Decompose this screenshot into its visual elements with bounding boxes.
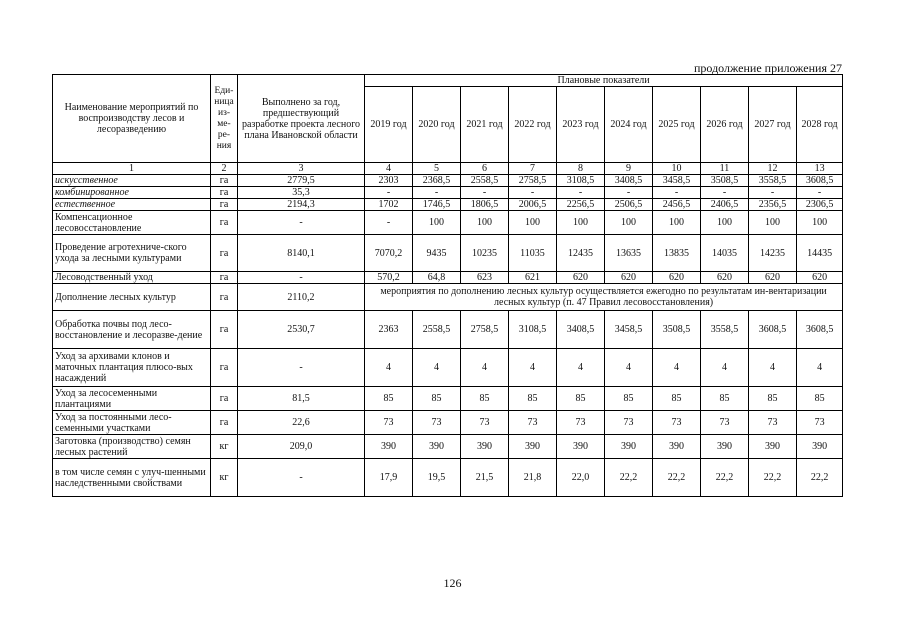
table-row xyxy=(53,175,843,187)
plan-value-cell: 4 xyxy=(461,349,509,387)
plan-value-cell: 2356,5 xyxy=(749,199,797,211)
plan-value-cell: 10235 xyxy=(461,235,509,272)
plan-value-cell: 73 xyxy=(653,411,701,435)
plan-value-cell: 3558,5 xyxy=(749,175,797,187)
plan-value-cell: 73 xyxy=(365,411,413,435)
plan-value-cell: 85 xyxy=(461,387,509,411)
plan-value-cell: 100 xyxy=(557,211,605,235)
table-row xyxy=(53,411,843,435)
table-row xyxy=(53,199,843,211)
plan-value-cell: 4 xyxy=(653,349,701,387)
plan-value-cell: 390 xyxy=(701,435,749,459)
plan-value-cell: 13835 xyxy=(653,235,701,272)
activity-name-cell: Компенсационное лесовосстановление xyxy=(53,211,211,235)
activity-name-cell: Уход за архивами клонов и маточных плантация плюсо-вых насаждений xyxy=(53,349,211,387)
plan-value-cell: - xyxy=(509,187,557,199)
plan-value-cell: 3458,5 xyxy=(605,311,653,349)
plan-value-cell: 390 xyxy=(749,435,797,459)
header-year: 2023 год xyxy=(557,87,605,163)
column-number: 2 xyxy=(211,163,238,175)
plan-value-cell: 620 xyxy=(653,272,701,284)
plan-value-cell: 22,0 xyxy=(557,459,605,497)
column-number: 7 xyxy=(509,163,557,175)
plan-value-cell: 7070,2 xyxy=(365,235,413,272)
activity-name-cell: Обработка почвы под лесо-восстановление и лесоразве-дение xyxy=(53,311,211,349)
plan-value-cell: 17,9 xyxy=(365,459,413,497)
plan-value-cell: 2368,5 xyxy=(413,175,461,187)
plan-value-cell: 2758,5 xyxy=(461,311,509,349)
plan-value-cell: 85 xyxy=(749,387,797,411)
plan-value-cell: 73 xyxy=(413,411,461,435)
column-number: 10 xyxy=(653,163,701,175)
plan-value-cell: 85 xyxy=(653,387,701,411)
activity-name-cell: Дополнение лесных культур xyxy=(53,284,211,311)
done-previous-year-cell: - xyxy=(238,211,365,235)
done-previous-year-cell: 2194,3 xyxy=(238,199,365,211)
plan-value-cell: 2363 xyxy=(365,311,413,349)
column-number: 9 xyxy=(605,163,653,175)
plan-value-cell: - xyxy=(413,187,461,199)
plan-value-cell: 390 xyxy=(605,435,653,459)
plan-value-cell: - xyxy=(557,187,605,199)
plan-value-cell: 3608,5 xyxy=(797,175,843,187)
plan-value-cell: 11035 xyxy=(509,235,557,272)
plan-value-cell: 623 xyxy=(461,272,509,284)
header-unit: Еди-ница из-ме-ре-ния xyxy=(211,75,238,163)
plan-value-cell: 3108,5 xyxy=(557,175,605,187)
column-number: 11 xyxy=(701,163,749,175)
plan-value-cell: 620 xyxy=(749,272,797,284)
unit-cell: га xyxy=(211,187,238,199)
done-previous-year-cell: 2110,2 xyxy=(238,284,365,311)
table-row xyxy=(53,211,843,235)
plan-value-cell: - xyxy=(749,187,797,199)
plan-value-cell: 2256,5 xyxy=(557,199,605,211)
plan-value-cell: 2506,5 xyxy=(605,199,653,211)
done-previous-year-cell: 81,5 xyxy=(238,387,365,411)
table-row xyxy=(53,235,843,272)
plan-value-cell: 22,2 xyxy=(605,459,653,497)
plan-value-cell: 100 xyxy=(461,211,509,235)
header-year: 2027 год xyxy=(749,87,797,163)
table-row xyxy=(53,272,843,284)
plan-value-cell: 100 xyxy=(749,211,797,235)
activity-name-cell: Лесоводственный уход xyxy=(53,272,211,284)
activity-name-cell: Проведение агротехниче-ского ухода за лесными культурами xyxy=(53,235,211,272)
plan-value-cell: - xyxy=(701,187,749,199)
plan-value-cell: - xyxy=(605,187,653,199)
plan-value-cell: 85 xyxy=(557,387,605,411)
table-header xyxy=(53,75,843,175)
plan-value-cell: 3408,5 xyxy=(557,311,605,349)
plan-value-cell: 2558,5 xyxy=(413,311,461,349)
column-number: 4 xyxy=(365,163,413,175)
header-year: 2022 год xyxy=(509,87,557,163)
continuation-caption: продолжение приложения 27 xyxy=(694,61,842,75)
header-year: 2019 год xyxy=(365,87,413,163)
unit-cell: га xyxy=(211,272,238,284)
plan-value-cell: 4 xyxy=(749,349,797,387)
plan-value-cell: 100 xyxy=(509,211,557,235)
header-year: 2024 год xyxy=(605,87,653,163)
plan-value-cell: 2303 xyxy=(365,175,413,187)
column-number: 5 xyxy=(413,163,461,175)
plan-value-cell: 1746,5 xyxy=(413,199,461,211)
reforestation-plan-table xyxy=(52,74,843,497)
plan-value-cell: 3558,5 xyxy=(701,311,749,349)
plan-value-cell: 73 xyxy=(701,411,749,435)
plan-value-cell: 2456,5 xyxy=(653,199,701,211)
page-number: 126 xyxy=(443,576,462,590)
plan-value-cell: 390 xyxy=(797,435,843,459)
unit-cell: га xyxy=(211,175,238,187)
plan-value-cell: 22,2 xyxy=(653,459,701,497)
plan-value-cell: 4 xyxy=(605,349,653,387)
activity-name-cell: Уход за лесосеменными плантациями xyxy=(53,387,211,411)
activity-name-cell: естественное xyxy=(53,199,211,211)
done-previous-year-cell: - xyxy=(238,272,365,284)
activity-name-cell: Заготовка (производство) семян лесных растений xyxy=(53,435,211,459)
done-previous-year-cell: 22,6 xyxy=(238,411,365,435)
plan-value-cell: 64,8 xyxy=(413,272,461,284)
plan-value-cell: 100 xyxy=(653,211,701,235)
plan-value-cell: 14235 xyxy=(749,235,797,272)
done-previous-year-cell: 2779,5 xyxy=(238,175,365,187)
plan-value-cell: 14035 xyxy=(701,235,749,272)
plan-value-cell: 620 xyxy=(797,272,843,284)
plan-value-cell: 2406,5 xyxy=(701,199,749,211)
plan-value-cell: 73 xyxy=(461,411,509,435)
done-previous-year-cell: - xyxy=(238,349,365,387)
merged-note-cell: мероприятия по дополнению лесных культур осуществляется ежегодно по результатам ин-вентаризации лесных культур (п. 47 Правил лесовосстановления) xyxy=(365,284,843,311)
plan-value-cell: 19,5 xyxy=(413,459,461,497)
unit-cell: га xyxy=(211,211,238,235)
plan-value-cell: 3608,5 xyxy=(749,311,797,349)
header-planned-indicators: Плановые показатели xyxy=(365,75,843,87)
header-year: 2021 год xyxy=(461,87,509,163)
header-year: 2025 год xyxy=(653,87,701,163)
plan-value-cell: 3108,5 xyxy=(509,311,557,349)
done-previous-year-cell: 209,0 xyxy=(238,435,365,459)
plan-value-cell: 22,2 xyxy=(797,459,843,497)
done-previous-year-cell: 8140,1 xyxy=(238,235,365,272)
activity-name-cell: в том числе семян с улуч-шенными наследственными свойствами xyxy=(53,459,211,497)
table-row xyxy=(53,284,843,311)
plan-value-cell: 2006,5 xyxy=(509,199,557,211)
plan-value-cell: 85 xyxy=(605,387,653,411)
plan-value-cell: 2306,5 xyxy=(797,199,843,211)
table-row xyxy=(53,349,843,387)
done-previous-year-cell: - xyxy=(238,459,365,497)
plan-value-cell: 4 xyxy=(557,349,605,387)
plan-value-cell: 85 xyxy=(365,387,413,411)
plan-value-cell: 3608,5 xyxy=(797,311,843,349)
unit-cell: га xyxy=(211,387,238,411)
plan-value-cell: 390 xyxy=(461,435,509,459)
plan-value-cell: 73 xyxy=(557,411,605,435)
plan-value-cell: 85 xyxy=(701,387,749,411)
plan-value-cell: 9435 xyxy=(413,235,461,272)
plan-value-cell: 21,5 xyxy=(461,459,509,497)
plan-value-cell: 85 xyxy=(413,387,461,411)
plan-value-cell: 4 xyxy=(413,349,461,387)
column-number: 12 xyxy=(749,163,797,175)
plan-value-cell: 14435 xyxy=(797,235,843,272)
plan-value-cell: 390 xyxy=(557,435,605,459)
plan-value-cell: 620 xyxy=(701,272,749,284)
plan-value-cell: 73 xyxy=(605,411,653,435)
unit-cell: га xyxy=(211,199,238,211)
table-body xyxy=(53,175,843,497)
plan-value-cell: 4 xyxy=(365,349,413,387)
plan-value-cell: 85 xyxy=(509,387,557,411)
table-row xyxy=(53,459,843,497)
column-number-row xyxy=(53,163,843,175)
plan-value-cell: 85 xyxy=(797,387,843,411)
column-number: 8 xyxy=(557,163,605,175)
plan-value-cell: 73 xyxy=(749,411,797,435)
table-row xyxy=(53,435,843,459)
unit-cell: га xyxy=(211,411,238,435)
table-row xyxy=(53,387,843,411)
plan-value-cell: 390 xyxy=(365,435,413,459)
unit-cell: га xyxy=(211,349,238,387)
unit-cell: га xyxy=(211,311,238,349)
plan-value-cell: 22,2 xyxy=(701,459,749,497)
plan-value-cell: 12435 xyxy=(557,235,605,272)
column-number: 6 xyxy=(461,163,509,175)
plan-value-cell: 620 xyxy=(557,272,605,284)
plan-value-cell: 570,2 xyxy=(365,272,413,284)
plan-value-cell: 621 xyxy=(509,272,557,284)
plan-value-cell: - xyxy=(653,187,701,199)
table-row xyxy=(53,311,843,349)
activity-name-cell: комбинированное xyxy=(53,187,211,199)
plan-value-cell: 2758,5 xyxy=(509,175,557,187)
plan-value-cell: 1806,5 xyxy=(461,199,509,211)
plan-value-cell: 2558,5 xyxy=(461,175,509,187)
activity-name-cell: искусственное xyxy=(53,175,211,187)
header-activity-name: Наименование мероприятий по воспроизводству лесов и лесоразведению xyxy=(53,75,211,163)
column-number: 1 xyxy=(53,163,211,175)
plan-value-cell: 73 xyxy=(509,411,557,435)
activity-name-cell: Уход за постоянными лесо-семенными участками xyxy=(53,411,211,435)
column-number: 13 xyxy=(797,163,843,175)
plan-value-cell: 100 xyxy=(605,211,653,235)
plan-value-cell: 620 xyxy=(605,272,653,284)
unit-cell: га xyxy=(211,284,238,311)
unit-cell: кг xyxy=(211,435,238,459)
plan-value-cell: 3508,5 xyxy=(653,311,701,349)
plan-value-cell: 390 xyxy=(509,435,557,459)
plan-value-cell: 3458,5 xyxy=(653,175,701,187)
header-year: 2020 год xyxy=(413,87,461,163)
unit-cell: га xyxy=(211,235,238,272)
plan-value-cell: 390 xyxy=(653,435,701,459)
plan-value-cell: 100 xyxy=(701,211,749,235)
plan-value-cell: 4 xyxy=(797,349,843,387)
plan-value-cell: - xyxy=(365,211,413,235)
plan-value-cell: 3408,5 xyxy=(605,175,653,187)
plan-value-cell: 100 xyxy=(413,211,461,235)
plan-value-cell: 100 xyxy=(797,211,843,235)
header-year: 2026 год xyxy=(701,87,749,163)
plan-value-cell: 21,8 xyxy=(509,459,557,497)
column-number: 3 xyxy=(238,163,365,175)
plan-value-cell: 3508,5 xyxy=(701,175,749,187)
plan-value-cell: - xyxy=(365,187,413,199)
plan-value-cell: 4 xyxy=(509,349,557,387)
plan-value-cell: 13635 xyxy=(605,235,653,272)
header-year: 2028 год xyxy=(797,87,843,163)
plan-value-cell: - xyxy=(797,187,843,199)
done-previous-year-cell: 35,3 xyxy=(238,187,365,199)
plan-value-cell: 22,2 xyxy=(749,459,797,497)
plan-value-cell: 390 xyxy=(413,435,461,459)
plan-value-cell: 1702 xyxy=(365,199,413,211)
plan-value-cell: - xyxy=(461,187,509,199)
header-done-previous-year: Выполнено за год, предшествующий разработке проекта лесного плана Ивановской области xyxy=(238,75,365,163)
unit-cell: кг xyxy=(211,459,238,497)
plan-value-cell: 73 xyxy=(797,411,843,435)
done-previous-year-cell: 2530,7 xyxy=(238,311,365,349)
plan-value-cell: 4 xyxy=(701,349,749,387)
table-row xyxy=(53,187,843,199)
